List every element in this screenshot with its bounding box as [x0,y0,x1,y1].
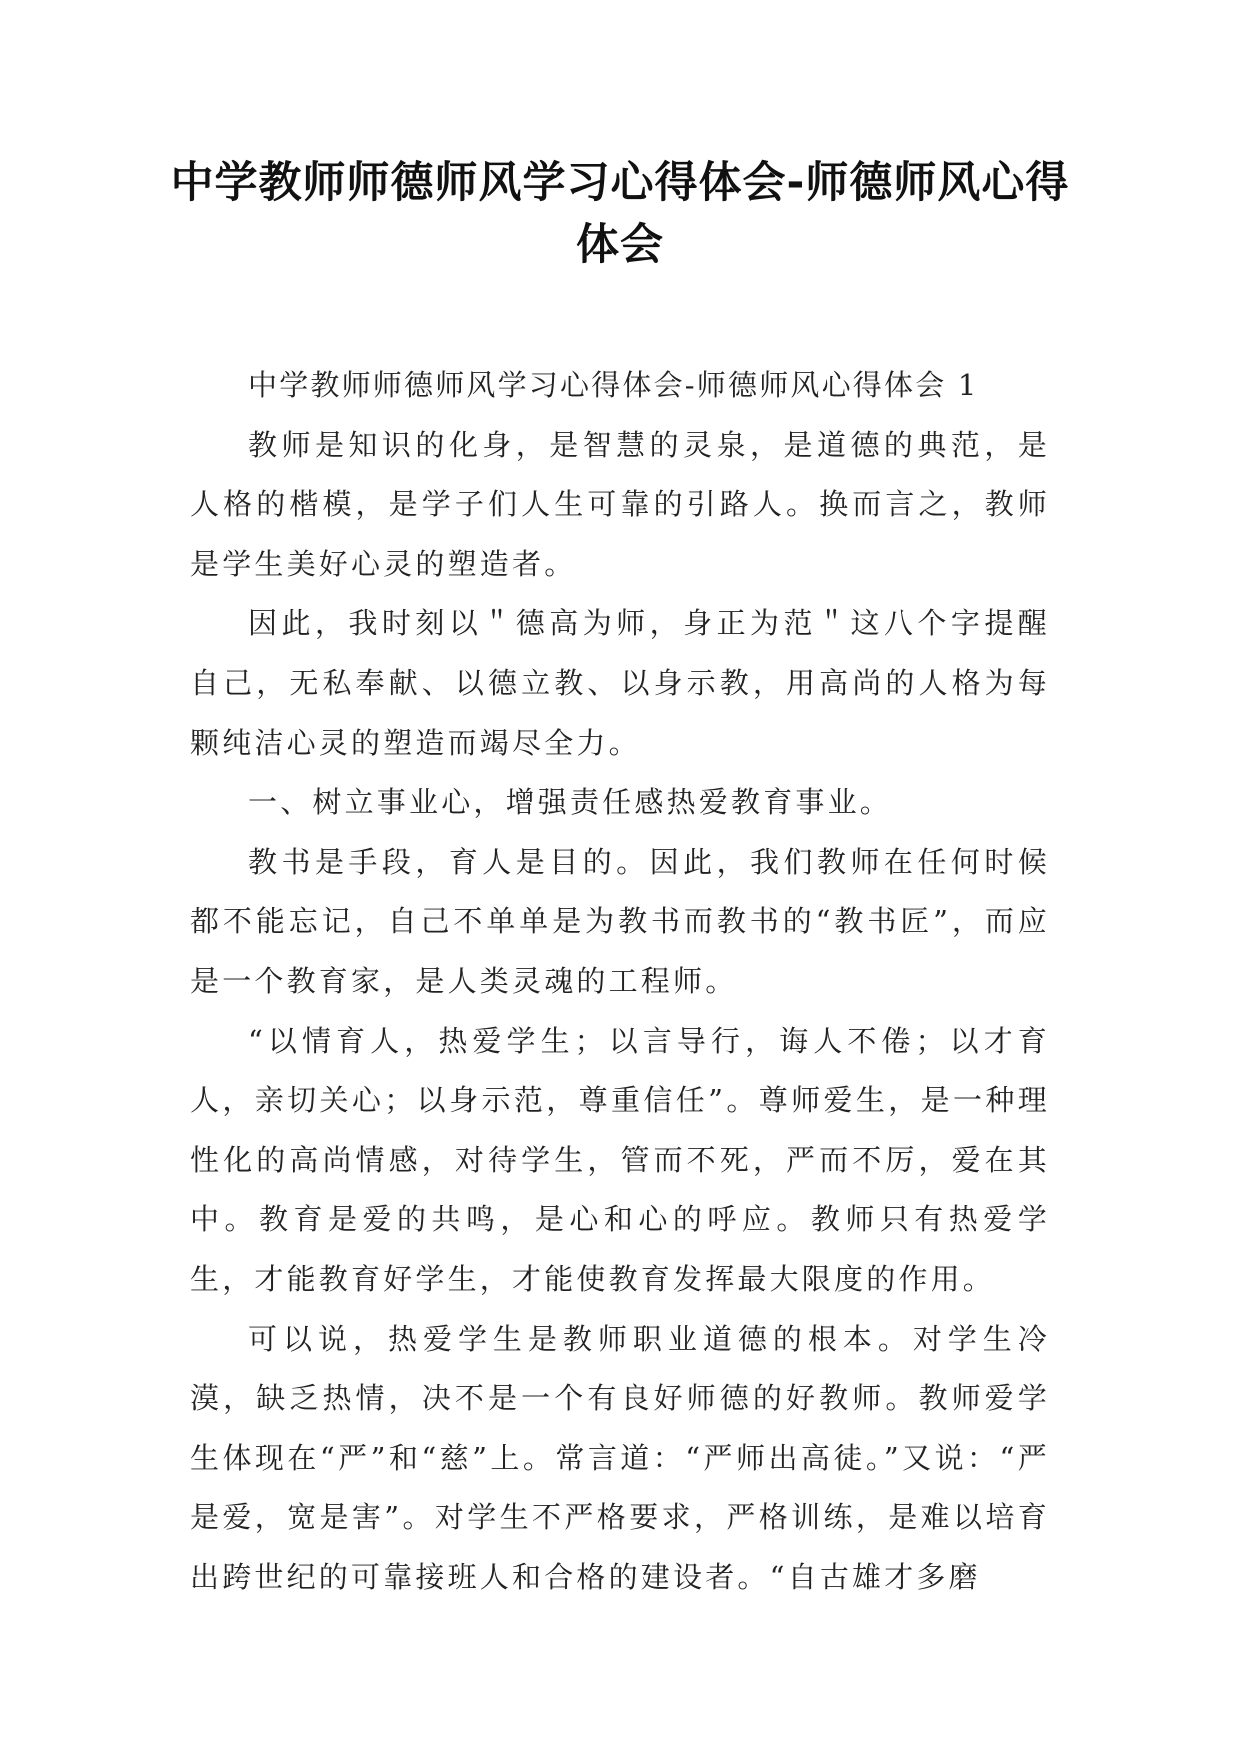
paragraph: 可以说，热爱学生是教师职业道德的根本。对学生冷漠，缺乏热情，决不是一个有良好师德的好教师。教师爱学生体现在“严”和“慈”上。常言道：“严师出高徒。”又说：“严是爱，宽是害”。对学生不严格要求，严格训练，是难以培育出跨世纪的可靠接班人和合格的建设者。“自古雄才多磨 [190,1321,1050,1594]
document-title: 中学教师师德师风学习心得体会-师德师风心得体会 [170,158,1070,270]
paragraph: 教师是知识的化身，是智慧的灵泉，是道德的典范，是人格的楷模，是学子们人生可靠的引路人。换而言之，教师是学生美好心灵的塑造者。 [190,427,1050,581]
paragraph: 教书是手段，育人是目的。因此，我们教师在任何时候都不能忘记，自己不单单是为教书而教书的“教书匠”，而应是一个教育家，是人类灵魂的工程师。 [190,844,1050,998]
section-heading: 一、树立事业心，增强责任感热爱教育事业。 [248,785,893,820]
paragraph: 因此，我时刻以＂德高为师，身正为范＂这八个字提醒自己，无私奉献、以德立教、以身示教，用高尚的人格为每颗纯洁心灵的塑造而竭尽全力。 [190,606,1050,760]
paragraph: “以情育人，热爱学生；以言导行，诲人不倦；以才育人，亲切关心；以身示范，尊重信任”。尊师爱生，是一种理性化的高尚情感，对待学生，管而不死，严而不厉，爱在其中。教育是爱的共鸣，是心和心的呼应。教师只有热爱学生，才能教育好学生，才能使教育发挥最大限度的作用。 [190,1023,1050,1296]
paragraph-heading: 中学教师师德师风学习心得体会-师德师风心得体会 1 [248,368,979,402]
document-body [190,356,1050,1607]
